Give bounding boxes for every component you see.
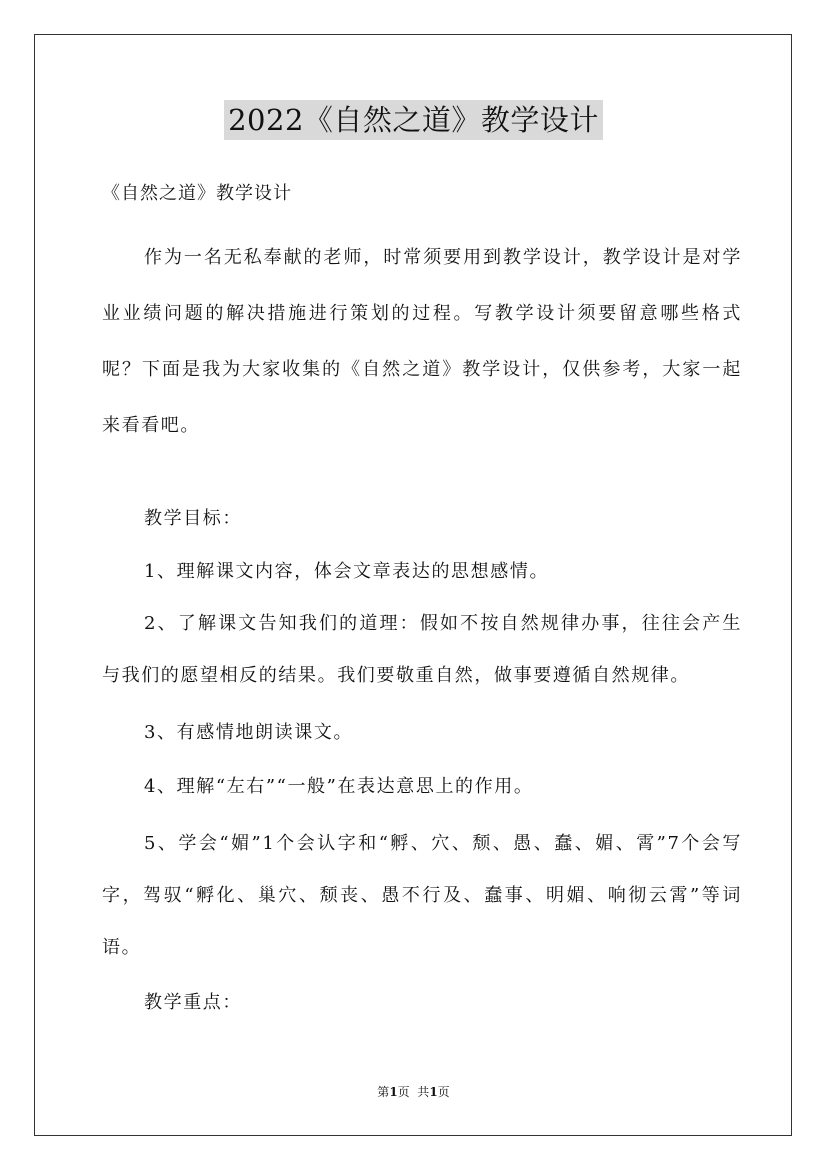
- document-title: 2022《自然之道》教学设计: [224, 100, 603, 140]
- document-subtitle: 《自然之道》教学设计: [102, 183, 292, 204]
- footer-page-prefix: 第: [377, 1085, 390, 1099]
- objectives-heading: 教学目标：: [144, 508, 242, 529]
- objective-item-1: 1、理解课文内容，体会文章表达的思想感情。: [144, 561, 550, 582]
- objective-item-2: 2、了解课文告知我们的道理：假如不按自然规律办事，往往会产生与我们的愿望相反的结果。我们要敬重自然，做事要遵循自然规律。: [102, 613, 742, 686]
- footer-page-suffix: 页: [437, 1085, 450, 1099]
- objective-item-3: 3、有感情地朗读课文。: [144, 722, 354, 743]
- title-container: [0, 100, 827, 140]
- objective-item-4: 4、理解“左右”“一般”在表达意思上的作用。: [144, 776, 534, 797]
- footer-page-total: 1: [429, 1085, 438, 1099]
- intro-paragraph: 作为一名无私奉献的老师，时常须要用到教学设计，教学设计是对学业业绩问题的解决措施进行策划的过程。写教学设计须要留意哪些格式呢？下面是我为大家收集的《自然之道》教学设计，仅供参考，大家一起来看看吧。: [102, 247, 742, 436]
- footer-page-mid: 页 共: [397, 1085, 430, 1099]
- footer-page-number: 1: [389, 1085, 398, 1099]
- objective-item-5: 5、学会“媚”1个会认字和“孵、穴、颓、愚、蠢、媚、霄”7个会写字，驾驭“孵化、巢穴、颓丧、愚不行及、蠢事、明媚、响彻云霄”等词语。: [102, 833, 742, 958]
- key-points-heading: 教学重点：: [144, 992, 242, 1013]
- page-footer: [0, 1082, 827, 1102]
